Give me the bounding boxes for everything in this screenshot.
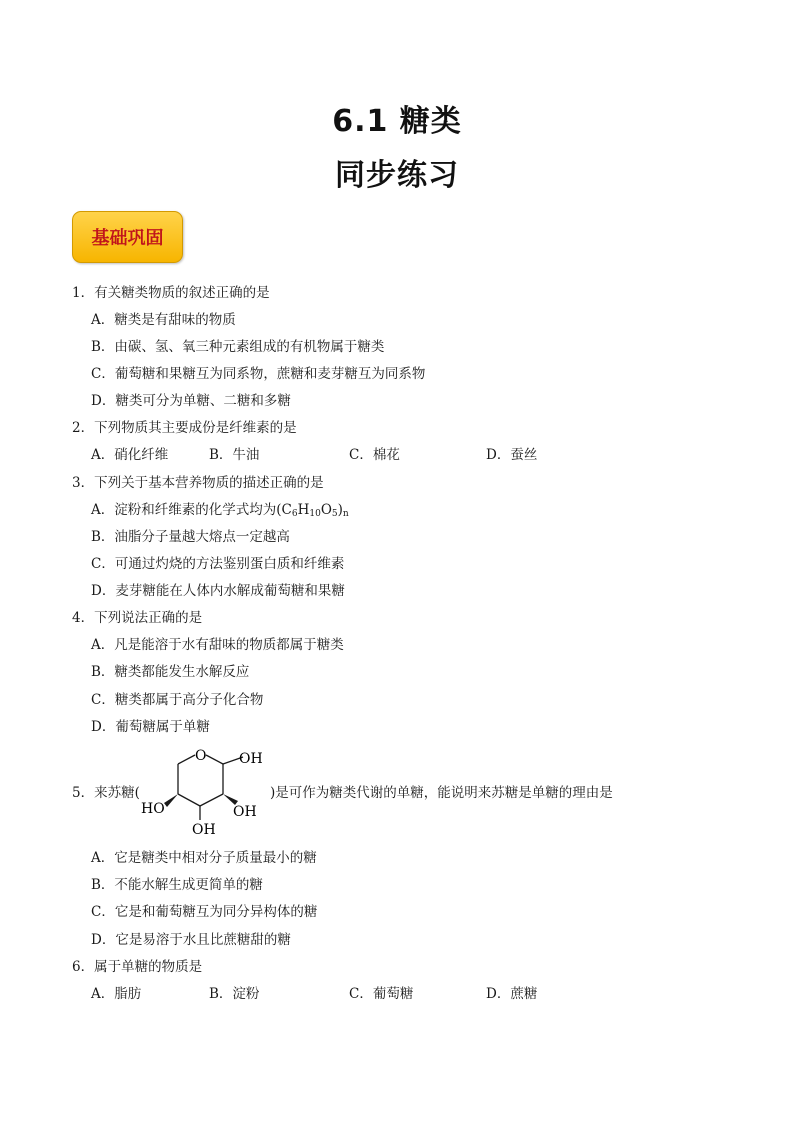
ring-bond bbox=[178, 755, 195, 764]
page-title: 6.1 糖类 bbox=[332, 104, 462, 139]
oh-label-bottom-right: OH bbox=[233, 804, 257, 820]
question-3-option-c: C．可通过灼烧的方法鉴别蛋白质和纤维素 bbox=[91, 556, 345, 572]
question-2-option-a: A．硝化纤维 bbox=[91, 447, 169, 463]
question-1-option-a: A．糖类是有甜味的物质 bbox=[91, 312, 236, 328]
question-6-option-b: B．淀粉 bbox=[209, 986, 260, 1002]
formula-close: ) bbox=[337, 502, 343, 518]
formula-h-subscript: 10 bbox=[309, 509, 321, 519]
question-2-option-b: B．牛油 bbox=[209, 447, 260, 463]
question-1-option-c: C．葡萄糖和果糖互为同系物，蔗糖和麦芽糖互为同系物 bbox=[91, 366, 426, 382]
question-1-stem: 1．有关糖类物质的叙述正确的是 bbox=[72, 285, 270, 301]
question-6-option-d: D．蔗糖 bbox=[486, 986, 538, 1002]
question-5-option-a: A．它是糖类中相对分子质量最小的糖 bbox=[91, 850, 317, 866]
formula-h: H bbox=[297, 502, 310, 518]
question-5-option-b: B．不能水解生成更简单的糖 bbox=[91, 877, 263, 893]
question-1-option-d: D．糖类可分为单糖、二糖和多糖 bbox=[91, 393, 291, 409]
question-5-option-d: D．它是易溶于水且比蔗糖甜的糖 bbox=[91, 932, 291, 948]
question-1-option-b: B．由碳、氢、氧三种元素组成的有机物属于糖类 bbox=[91, 339, 385, 355]
oh-label-bottom: OH bbox=[192, 822, 216, 838]
formula-n-subscript: n bbox=[342, 509, 349, 519]
question-4-option-a: A．凡是能溶于水有甜味的物质都属于糖类 bbox=[91, 637, 344, 653]
question-3-option-b: B．油脂分子量越大熔点一定越高 bbox=[91, 529, 290, 545]
question-4-stem: 4．下列说法正确的是 bbox=[72, 610, 203, 626]
question-3-option-a bbox=[91, 501, 349, 523]
option-a-text: A．淀粉和纤维素的化学式均为(C bbox=[91, 502, 292, 518]
ring-bond bbox=[178, 794, 200, 806]
lyxose-structure-diagram bbox=[139, 746, 269, 842]
wedge-bond bbox=[164, 794, 178, 807]
ring-bond bbox=[200, 794, 223, 806]
formula-c-subscript: 6 bbox=[291, 509, 298, 519]
ho-label-left: HO bbox=[141, 801, 165, 817]
question-4-option-d: D．葡萄糖属于单糖 bbox=[91, 719, 210, 735]
question-5-option-c: C．它是和葡萄糖互为同分异构体的糖 bbox=[91, 904, 318, 920]
question-5-stem-after: )是可作为糖类代谢的单糖，能说明来苏糖是单糖的理由是 bbox=[270, 785, 613, 801]
section-badge-label: 基础巩固 bbox=[91, 228, 164, 249]
question-3-stem: 3．下列关于基本营养物质的描述正确的是 bbox=[72, 475, 324, 491]
page-subtitle: 同步练习 bbox=[335, 158, 459, 193]
question-4-option-c: C．糖类都属于高分子化合物 bbox=[91, 692, 264, 708]
ring-oxygen-label: O bbox=[195, 748, 207, 764]
question-2-option-d: D．蚕丝 bbox=[486, 447, 538, 463]
question-6-option-a: A．脂肪 bbox=[91, 986, 142, 1002]
question-5-stem-before: 5．来苏糖( bbox=[72, 785, 140, 801]
formula-o: O bbox=[320, 502, 332, 518]
question-3-option-d: D．麦芽糖能在人体内水解成葡萄糖和果糖 bbox=[91, 583, 345, 599]
question-6-stem: 6．属于单糖的物质是 bbox=[72, 959, 203, 975]
section-badge bbox=[72, 211, 183, 263]
question-6-option-c: C．葡萄糖 bbox=[349, 986, 414, 1002]
ring-bond bbox=[206, 755, 223, 764]
question-2-stem: 2．下列物质其主要成份是纤维素的是 bbox=[72, 420, 297, 436]
question-2-option-c: C．棉花 bbox=[349, 447, 400, 463]
oh-label-top-right: OH bbox=[239, 751, 263, 767]
question-4-option-b: B．糖类都能发生水解反应 bbox=[91, 664, 250, 680]
formula-o-subscript: 5 bbox=[331, 509, 338, 519]
